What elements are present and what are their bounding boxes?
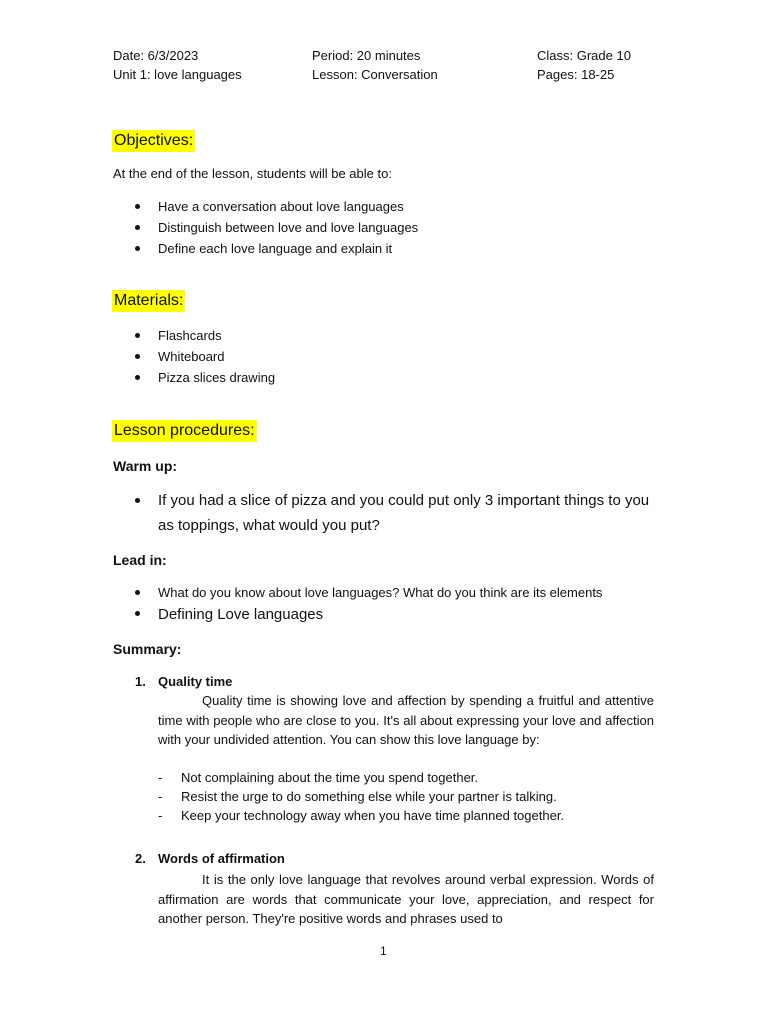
header-period: Period: 20 minutes (312, 48, 421, 63)
quality-time-bullet: Keep your technology away when you have time planned together. (181, 808, 565, 823)
section-number: 1. (135, 674, 146, 689)
warm-up-title: Warm up: (113, 458, 178, 474)
section-text-quality-time: Quality time is showing love and affection by spending a fruitful and attentive time with people who are close to you. It's all about expressing your love and affection with your undivided attention. You can show this love language by: (158, 693, 654, 747)
quality-time-bullet: Resist the urge to do something else while your partner is talking. (181, 789, 557, 804)
objective-item: Distinguish between love and love languages (0, 217, 418, 238)
section-title-words-of-affirmation: Words of affirmation (158, 851, 285, 866)
material-item: Whiteboard (0, 346, 275, 367)
dash-marker: - (158, 808, 163, 823)
lead-in-title: Lead in: (113, 552, 167, 568)
materials-list (0, 325, 275, 388)
warm-up-item: If you had a slice of pizza and you could put only 3 important things to you as toppings, what would you put? (0, 488, 654, 538)
header-pages: Pages: 18-25 (537, 67, 615, 82)
material-item: Pizza slices drawing (0, 367, 275, 388)
procedures-heading: Lesson procedures: (112, 420, 257, 442)
materials-heading: Materials: (112, 290, 185, 312)
objectives-list (0, 196, 418, 259)
material-item: Flashcards (0, 325, 275, 346)
objective-item: Define each love language and explain it (0, 238, 418, 259)
lead-in-item: Defining Love languages (0, 603, 700, 627)
warm-up-list (0, 488, 654, 538)
page-number: 1 (380, 944, 387, 958)
summary-title: Summary: (113, 641, 182, 657)
section-title-quality-time: Quality time (158, 674, 233, 689)
objective-item: Have a conversation about love languages (0, 196, 418, 217)
header-unit: Unit 1: love languages (113, 67, 242, 82)
objectives-heading: Objectives: (112, 130, 195, 152)
quality-time-bullet: Not complaining about the time you spend together. (181, 770, 479, 785)
dash-marker: - (158, 789, 163, 804)
lead-in-item: What do you know about love languages? What do you think are its elements (0, 582, 700, 603)
section-text-words-of-affirmation: It is the only love language that revolves around verbal expression. Words of affirmation are words that communicate your love, appreciation, and respect for another person. They're positive words and phrases used to (158, 872, 654, 926)
header-date: Date: 6/3/2023 (113, 48, 199, 63)
lead-in-list (0, 582, 700, 627)
dash-marker: - (158, 770, 163, 785)
header-class: Class: Grade 10 (537, 48, 631, 63)
objectives-intro: At the end of the lesson, students will be able to: (113, 166, 392, 181)
header-lesson: Lesson: Conversation (312, 67, 438, 82)
section-number: 2. (135, 851, 146, 866)
